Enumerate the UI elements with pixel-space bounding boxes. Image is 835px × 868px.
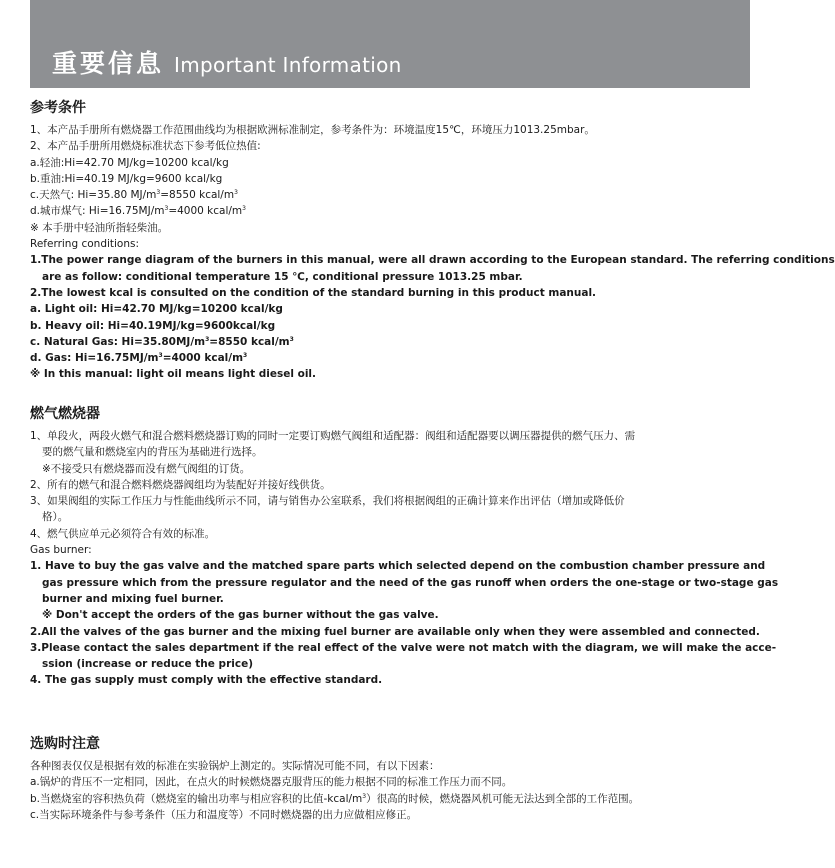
text-line: 2、所有的燃气和混合燃料燃烧器阀组均为装配好并接好线供货。 — [30, 478, 331, 491]
content — [30, 99, 835, 823]
text-line: Gas burner: — [30, 544, 92, 557]
text-line: c.当实际环境条件与参考条件（压力和温度等）不同时燃烧器的出力应做相应修正。 — [30, 808, 418, 821]
text-line: c.天然气: Hi=35.80 $MJ/m^3=8550$ kcal/$m^3$ — [30, 189, 238, 202]
text-line: 1. Have to buy the gas valve and the matched spare parts which selected depend on the combustion chamber pressure and — [30, 560, 766, 573]
text-line: 4. The gas supply must comply with the effective standard. — [30, 674, 383, 687]
text-line: 格）。 — [42, 511, 69, 524]
text-line: ssion (increase or reduce the price) — [42, 658, 253, 671]
page-title — [52, 44, 402, 80]
text-line: b.重油:Hi=40.19 MJ/kg=9600 kcal/kg — [30, 172, 223, 185]
text-line: gas pressure which from the pressure regulator and the need of the gas runoff when orders the one-stage or two-stage gas — [42, 576, 779, 589]
text-line: are as follow: conditional temperature 15 ℃, conditional pressure 1013.25 mbar. — [42, 270, 523, 283]
page-title-zh: 重要信息 — [52, 49, 165, 78]
section-title: 燃气燃烧器 — [30, 406, 100, 422]
text-line: 1、单段火，两段火燃气和混合燃料燃烧器订购的同时一定要订购燃气阀组和适配器：阀组和适配器要以调压器提供的燃气压力、需 — [30, 430, 636, 442]
text-line: 2、本产品手册所用燃烧标准状态下参考低位热值: — [30, 140, 261, 153]
section-gas-burner — [30, 405, 779, 735]
note-line: ※ In this manual: light oil means light diesel oil. — [30, 368, 317, 381]
text-line: a.轻油:Hi=42.70 MJ/kg=10200 kcal/kg — [30, 156, 229, 169]
text-line: 1、本产品手册所有燃烧器工作范围曲线均为根据欧洲标准制定，参考条件为：环境温度15℃，环境压力1013.25mbar。 — [30, 124, 595, 136]
text-line: b. Heavy oil: Hi=40.19MJ/kg=9600kcal/kg — [30, 319, 276, 332]
text-line: d. Gas: $Hi=16.75MJ/m^3=4000$ kcal/$m^3$ — [30, 352, 248, 365]
note-line: ※ Don't accept the orders of the gas burner without the gas valve. — [42, 609, 439, 622]
text-line: 2.All the valves of the gas burner and the mixing fuel burner are available only when they were assembled and connected. — [30, 625, 760, 638]
text-line: c. Natural Gas: $Hi=35.80MJ/m^3=8550$ kcal/$m^3$ — [30, 335, 294, 348]
note-line: ※不接受只有燃烧器而没有燃气阀组的订货。 — [42, 462, 251, 475]
text-line: 1.The power range diagram of the burners in this manual, were all drawn according to the European standard. The referring conditions — [30, 254, 835, 267]
section-purchase-notes — [30, 735, 740, 823]
text-line: d.城市煤气: $Hi=16.75MJ/m^3=4000$ kcal/$m^3$ — [30, 205, 246, 218]
section-reference-conditions — [30, 99, 835, 405]
text-line: 3.Please contact the sales department if the real effect of the valve were not match with the diagram, we will make the acce- — [30, 641, 777, 654]
text-line: a.锅炉的背压不一定相同，因此，在点火的时候燃烧器克服背压的能力根据不同的标准工作压力而不同。 — [30, 776, 513, 789]
text-line: 2.The lowest kcal is consulted on the condition of the standard burning in this product manual. — [30, 286, 597, 299]
text-line: 要的燃气量和燃烧室内的背压为基础进行选择。 — [42, 446, 263, 459]
note-line: ※ 本手册中轻油所指轻柴油。 — [30, 221, 169, 234]
text-line: Referring conditions: — [30, 238, 140, 251]
page-title-en: Important Information — [174, 53, 402, 77]
text-line: burner and mixing fuel burner. — [42, 592, 224, 605]
text-line: 3、如果阀组的实际工作压力与性能曲线所示不同，请与销售办公室联系，我们将根据阀组的正确计算来作出评估（增加或降低价 — [30, 495, 625, 508]
section-title: 选购时注意 — [30, 736, 100, 752]
text-line: a. Light oil: Hi=42.70 MJ/kg=10200 kcal/kg — [30, 303, 283, 316]
section-title: 参考条件 — [30, 100, 86, 116]
text-line: 4、燃气供应单元必须符合有效的标准。 — [30, 527, 216, 540]
text-line: b.当燃烧室的容积热负荷（燃烧室的输出功率与相应容积的比值$-kcal/m^3$）很高的时候，燃烧器风机可能无法达到全部的工作范围。 — [30, 792, 640, 805]
text-line: 各种图表仅仅是根据有效的标准在实验锅炉上测定的。实际情况可能不同，有以下因素： — [30, 760, 440, 772]
